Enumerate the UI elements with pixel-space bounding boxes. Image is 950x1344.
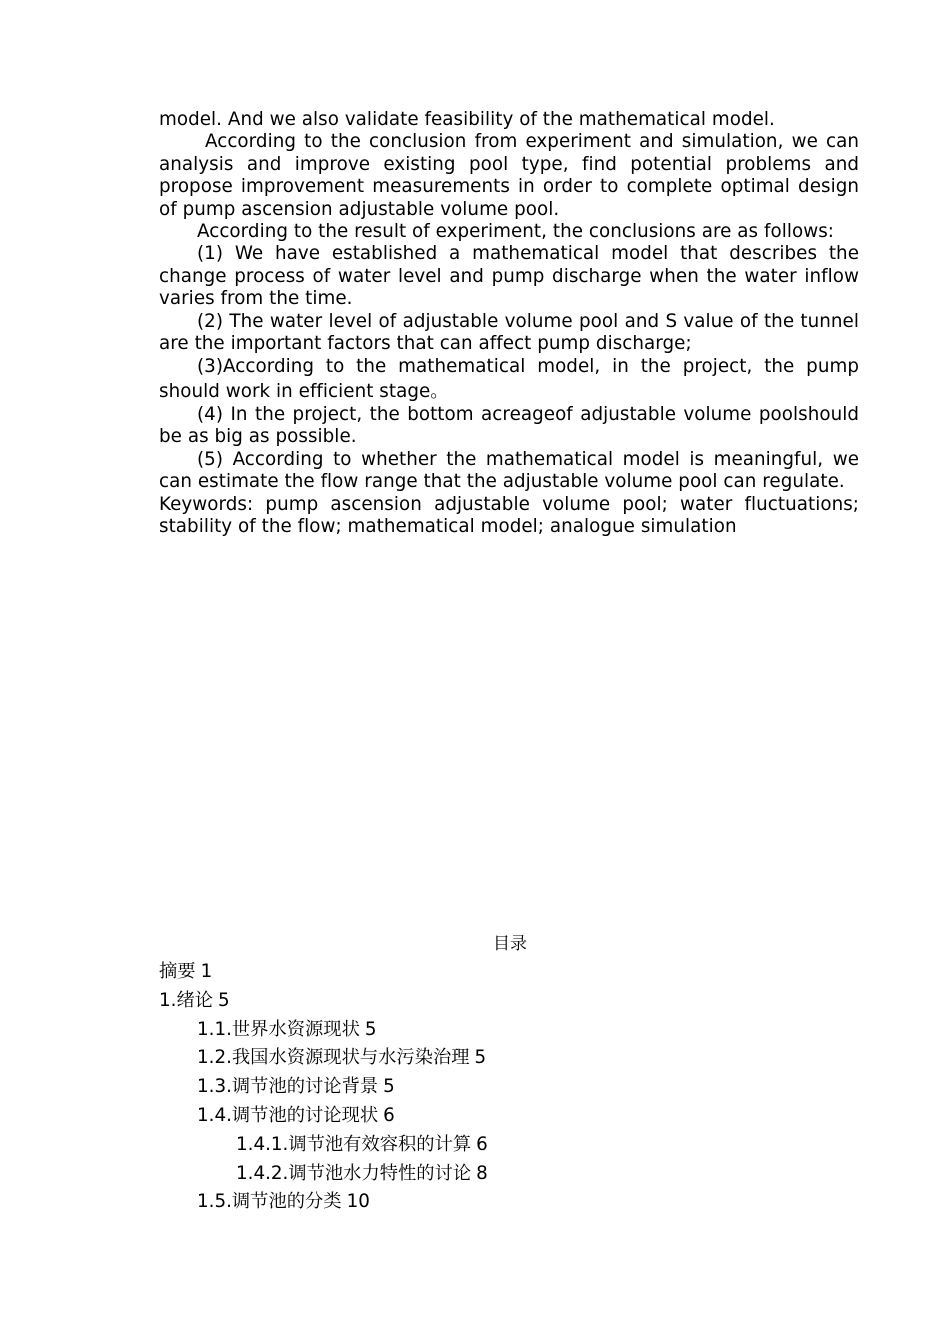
toc-entry-label: 1.5.调节池的分类 xyxy=(197,1191,342,1213)
toc-entry-label: 摘要 xyxy=(159,961,196,982)
abstract-section xyxy=(159,109,859,539)
toc-entry-page: 5 xyxy=(364,1018,377,1040)
toc-entry-page: 5 xyxy=(383,1076,395,1098)
toc-entry-page: 6 xyxy=(383,1104,395,1126)
conclusion-item: (2) The water level of adjustable volume pool and S value of the tunnel are the important factors that can affect pump discharge; xyxy=(159,310,859,355)
abstract-paragraph: According to the result of experiment, the conclusions are as follows: xyxy=(197,221,834,243)
toc-entry[interactable] xyxy=(159,1073,859,1102)
toc-entry-page: 6 xyxy=(476,1133,488,1155)
toc-entry[interactable] xyxy=(159,958,859,987)
toc-entry-label: 1.2.我国水资源现状与水污染治理 xyxy=(197,1047,470,1069)
toc-entry-label: 1.4.2.调节池水力特性的讨论 xyxy=(236,1162,472,1184)
conclusion-item: (4) In the project, the bottom acreageof adjustable volume poolshould be as big as possible. xyxy=(159,404,859,448)
toc-entry[interactable] xyxy=(159,1188,859,1217)
toc-entry-label: 1.绪论 xyxy=(159,989,214,1011)
toc-entry[interactable] xyxy=(159,1016,859,1045)
table-of-contents xyxy=(159,958,859,1217)
toc-entry[interactable] xyxy=(159,987,859,1016)
toc-entry-page: 1 xyxy=(200,961,213,982)
toc-entry-label: 1.1.世界水资源现状 xyxy=(197,1018,360,1040)
abstract-paragraph: model. And we also validate feasibility of the mathematical model. xyxy=(159,109,775,130)
keywords-paragraph: Keywords: pump ascension adjustable volume pool; water fluctuations; stability of the flow; mathematical model; analogue simulation xyxy=(159,493,859,538)
conclusion-item: (3)According to the mathematical model, in the project, the pump should work in efficient stage。 xyxy=(159,356,859,402)
toc-entry-page: 5 xyxy=(474,1047,487,1069)
toc-entry[interactable] xyxy=(159,1160,859,1189)
toc-entry-label: 1.3.调节池的讨论背景 xyxy=(197,1076,379,1098)
toc-entry-page: 8 xyxy=(476,1162,488,1184)
toc-entry[interactable] xyxy=(159,1131,859,1160)
abstract-paragraph: According to the conclusion from experiment and simulation, we can analysis and improve existing pool type, find potential problems and propose improvement measurements in order to complete optimal design of pump ascension adjustable volume pool. xyxy=(159,131,859,220)
conclusion-item: (1) We have established a mathematical model that describes the change process of water level and pump discharge when the water inflow varies from the time. xyxy=(159,243,859,310)
toc-entry-page: 5 xyxy=(218,989,230,1011)
toc-entry[interactable] xyxy=(159,1102,859,1131)
toc-entry-label: 1.4.1.调节池有效容积的计算 xyxy=(236,1133,472,1155)
toc-entry[interactable] xyxy=(159,1044,859,1073)
toc-title: 目录 xyxy=(493,934,527,954)
conclusion-item: (5) According to whether the mathematical model is meaningful, we can estimate the flow range that the adjustable volume pool can regulate. xyxy=(159,448,859,493)
toc-entry-page: 10 xyxy=(346,1191,370,1213)
toc-entry-label: 1.4.调节池的讨论现状 xyxy=(197,1104,379,1126)
